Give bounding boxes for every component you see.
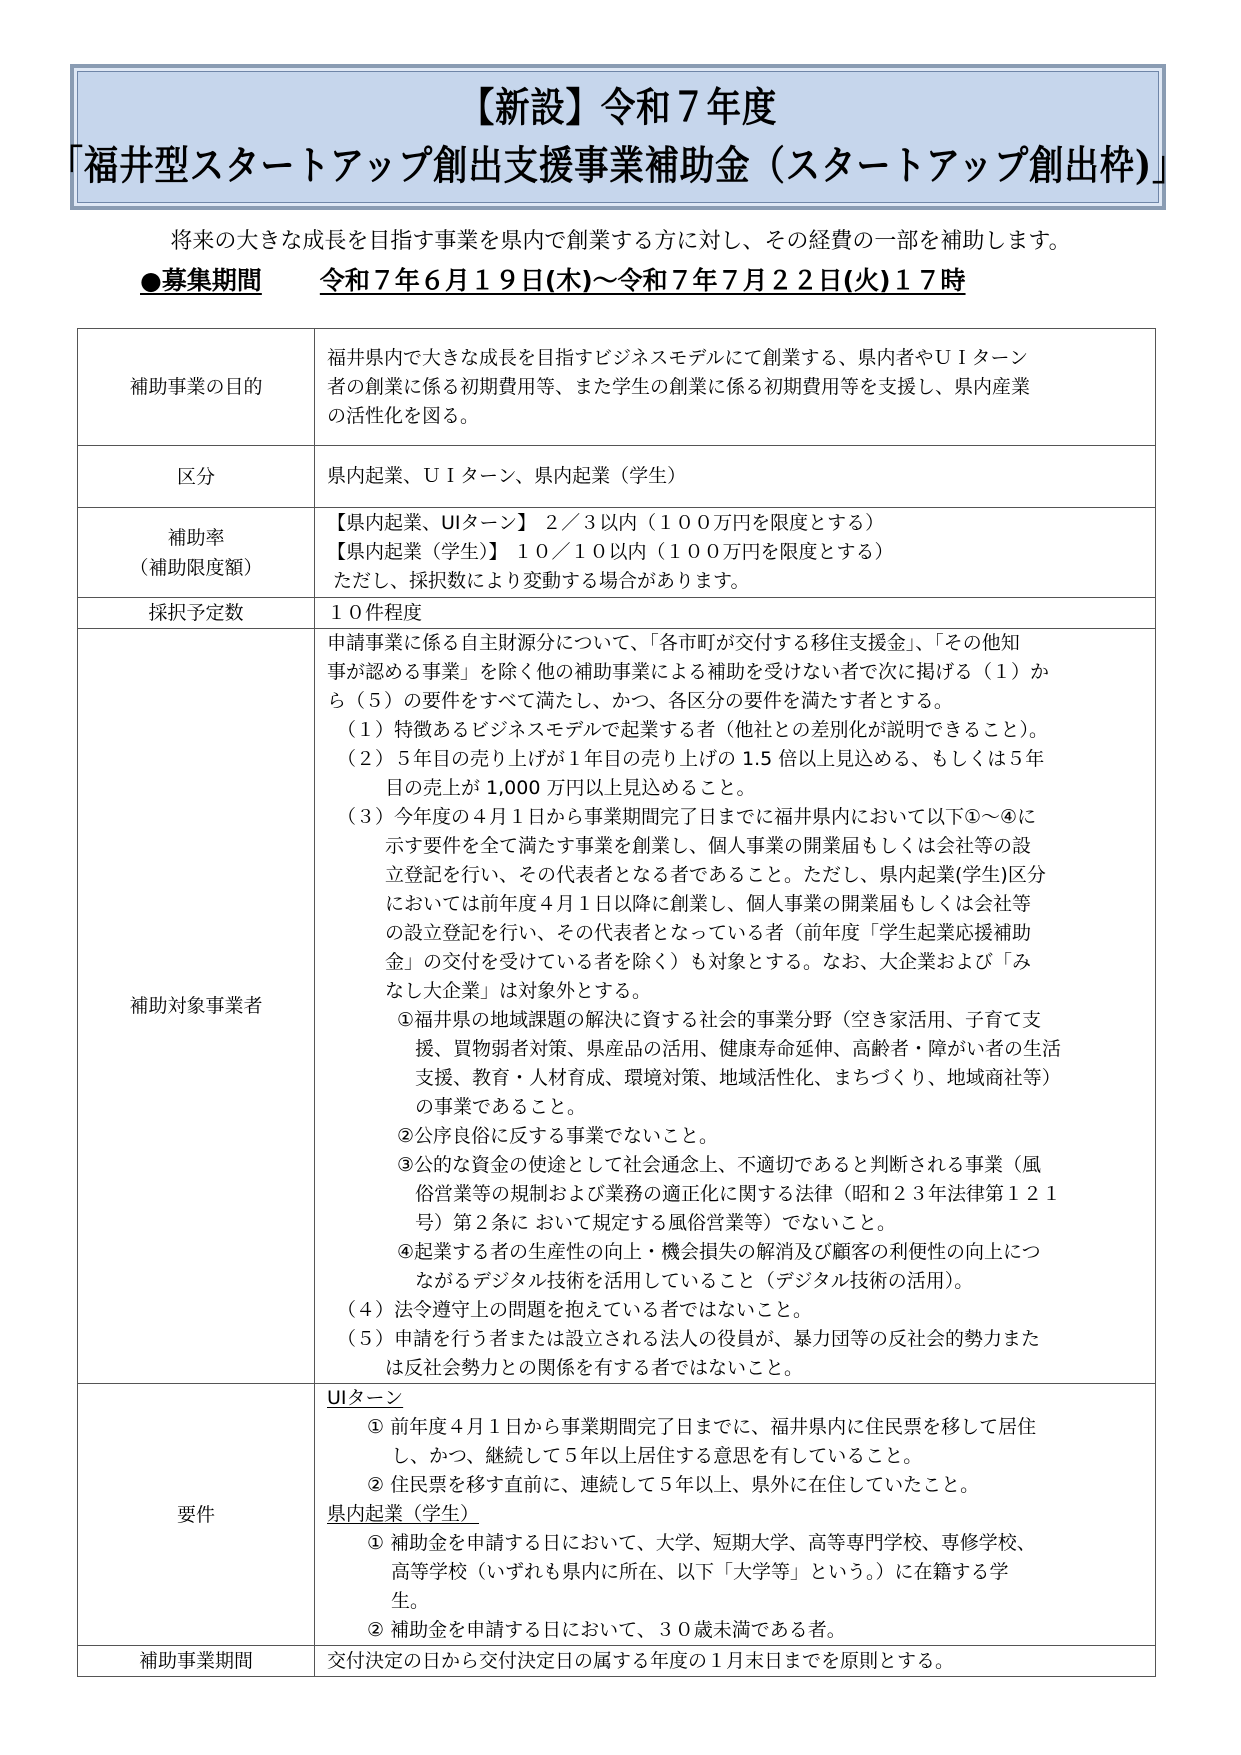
row-eligible: [78, 629, 1156, 1384]
eligible-sub-1: ①福井県の地域課題の解決に資する社会的事業分野（空き家活用、子育て支: [397, 1009, 1042, 1031]
eligible-sub-1-cont: の事業であること。: [415, 1096, 587, 1118]
project-period-label: 補助事業期間: [78, 1646, 315, 1677]
category-value: 県内起業、ＵＩターン、県内起業（学生）: [315, 446, 1156, 508]
rate-value: [315, 508, 1156, 598]
eligible-item-2: （２）５年目の売り上げが１年目の売り上げの 1.5 倍以上見込める、もしくは５年: [337, 748, 1045, 770]
eligible-intro-line: 事が認める事業」を除く他の補助事業による補助を受けない者で次に掲げる（１）か: [327, 661, 1050, 683]
eligible-sub-4-cont: ながるデジタル技術を活用していること（デジタル技術の活用）。: [415, 1270, 974, 1292]
adoption-value: １０件程度: [315, 598, 1156, 629]
rate-label-line1: 補助率: [167, 526, 225, 549]
rate-line: 【県内起業（学生）】 １０／１０以内（１００万円を限度とする）: [327, 541, 894, 563]
intro-text: 将来の大きな成長を目指す事業を県内で創業する方に対し、その経費の一部を補助します。: [170, 229, 1071, 254]
adoption-label: 採択予定数: [78, 598, 315, 629]
period-label: ●募集期間: [140, 266, 262, 295]
ui-turn-heading: UIターン: [327, 1387, 404, 1409]
project-period-value: 交付決定の日から交付決定日の属する年度の１月末日までを原則とする。: [315, 1646, 1156, 1677]
student-item-1-cont: 高等学校（いずれも県内に所在、以下「大学等」という。）に在籍する学: [391, 1561, 1009, 1583]
eligible-sub-3: ③公的な資金の使途として社会通念上、不適切であると判断される事業（風: [397, 1154, 1042, 1176]
purpose-line: 福井県内で大きな成長を目指すビジネスモデルにて創業する、県内者やＵＩターン: [327, 346, 1029, 369]
requirements-label: 要件: [78, 1384, 315, 1646]
student-item-1-cont: 生。: [391, 1590, 430, 1612]
ui-turn-item-1-cont: し、かつ、継続して５年以上居住する意思を有していること。: [391, 1445, 923, 1467]
eligible-item-5: （５）申請を行う者または設立される法人の役員が、暴力団等の反社会的勢力また: [337, 1328, 1041, 1350]
purpose-line: 者の創業に係る初期費用等、また学生の創業に係る初期費用等を支援し、県内産業: [327, 375, 1031, 398]
eligible-item-2-cont: 目の売上が 1,000 万円以上見込めること。: [385, 777, 756, 799]
eligible-sub-3-cont: 俗営業等の規制および業務の適正化に関する法律（昭和２３年法律第１２１: [415, 1183, 1062, 1205]
title-box: [48, 64, 1188, 210]
eligible-sub-1-cont: 支援、教育・人材育成、環境対策、地域活性化、まちづくり、地域商社等）: [415, 1067, 1061, 1089]
eligible-item-3-cont: の設立登記を行い、その代表者となっている者（前年度「学生起業応援補助: [385, 922, 1032, 944]
eligible-item-5-cont: は反社会勢力との関係を有する者ではないこと。: [385, 1357, 804, 1379]
student-item-1: ① 補助金を申請する日において、大学、短期大学、高等専門学校、専修学校、: [367, 1532, 1036, 1554]
eligible-sub-3-cont: 号）第２条に おいて規定する風俗営業等）でないこと。: [415, 1212, 897, 1234]
eligible-item-4: （４）法令遵守上の問題を抱えている者ではないこと。: [337, 1299, 813, 1321]
eligible-item-1: （１）特徴あるビジネスモデルで起業する者（他社との差別化が説明できること）。: [337, 719, 1048, 741]
row-requirements: [78, 1384, 1156, 1646]
purpose-line: の活性化を図る。: [327, 404, 480, 427]
ui-turn-item-2: ② 住民票を移す直前に、連続して５年以上、県外に在住していたこと。: [367, 1474, 980, 1496]
period-value: 令和７年６月１９日(木)～令和７年７月２２日(火)１７時: [319, 266, 966, 295]
eligible-item-3-cont: 立登記を行い、その代表者となる者であること。ただし、県内起業(学生)区分: [385, 864, 1046, 886]
purpose-label: 補助事業の目的: [78, 329, 315, 446]
info-table: [77, 328, 1156, 1677]
application-period: [140, 263, 966, 299]
row-purpose: [78, 329, 1156, 446]
eligible-item-3: （３）今年度の４月１日から事業期間完了日までに福井県内において以下①～④に: [337, 806, 1037, 828]
document-title-line1: 【新設】令和７年度: [459, 84, 777, 131]
eligible-item-3-cont: 金」の交付を受けている者を除く）も対象とする。なお、大企業および「み: [385, 951, 1032, 973]
row-category: [78, 446, 1156, 508]
eligible-intro-line: ら（５）の要件をすべて満たし、かつ、各区分の要件を満たす者とする。: [327, 690, 953, 712]
row-rate: [78, 508, 1156, 598]
student-heading: 県内起業（学生）: [327, 1503, 480, 1525]
rate-line: ただし、採択数により変動する場合があります。: [327, 570, 750, 592]
requirements-value: [315, 1384, 1156, 1646]
student-item-2: ② 補助金を申請する日において、３０歳未満である者。: [367, 1619, 846, 1641]
rate-line: 【県内起業、UIターン】 ２／３以内（１００万円を限度とする）: [327, 512, 885, 534]
rate-label: [78, 508, 315, 598]
eligible-item-3-cont: 示す要件を全て満たす事業を創業し、個人事業の開業届もしくは会社等の設: [385, 835, 1032, 857]
row-adoption: [78, 598, 1156, 629]
eligible-label: 補助対象事業者: [78, 629, 315, 1384]
purpose-value: [315, 329, 1156, 446]
ui-turn-item-1: ① 前年度４月１日から事業期間完了日までに、福井県内に住民票を移して居住: [367, 1416, 1037, 1438]
eligible-intro-line: 申請事業に係る自主財源分について、「各市町が交付する移住支援金」、「その他知: [327, 632, 1020, 654]
eligible-value: [315, 629, 1156, 1384]
eligible-sub-4: ④起業する者の生産性の向上・機会損失の解消及び顧客の利便性の向上につ: [397, 1241, 1041, 1263]
category-label: 区分: [78, 446, 315, 508]
eligible-sub-2: ②公序良俗に反する事業でないこと。: [397, 1125, 719, 1147]
document-title-line2: 「福井型スタートアップ創出支援事業補助金（スタートアップ創出枠)」: [48, 142, 1188, 189]
row-project-period: [78, 1646, 1156, 1677]
rate-label-line2: （補助限度額）: [129, 556, 263, 579]
eligible-sub-1-cont: 援、買物弱者対策、県産品の活用、健康寿命延伸、高齢者・障がい者の生活: [415, 1038, 1062, 1060]
eligible-item-3-cont: なし大企業」は対象外とする。: [385, 980, 652, 1002]
eligible-item-3-cont: においては前年度４月１日以降に創業し、個人事業の開業届もしくは会社等: [385, 893, 1032, 915]
